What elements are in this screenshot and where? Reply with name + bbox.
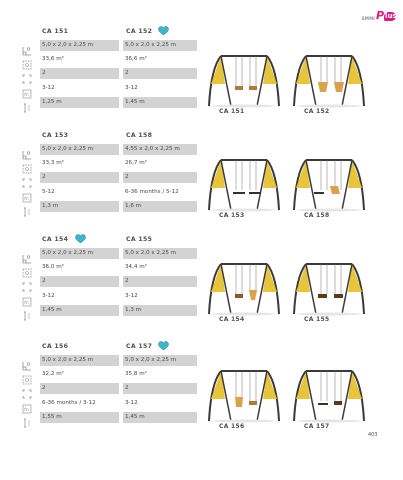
spec-value-right: 4,55 x 2,0 x 2,25 m bbox=[123, 144, 197, 155]
spec-value-left: 2 bbox=[40, 276, 119, 287]
spec-value-right: 5,0 x 2,0 x 2,25 m bbox=[123, 355, 197, 366]
spec-value-left: 33,3 m² bbox=[42, 160, 64, 167]
area-icon bbox=[22, 159, 32, 169]
dimensions-icon bbox=[22, 356, 32, 366]
swing-set-image bbox=[290, 152, 368, 212]
spec-row bbox=[22, 275, 202, 289]
spec-row bbox=[22, 411, 202, 425]
users-icon bbox=[22, 277, 32, 287]
swing-set-label: CA 153 bbox=[219, 212, 245, 219]
product-code: CA 152 bbox=[126, 28, 153, 35]
brand-suffix-badge: lus bbox=[385, 12, 397, 20]
spec-row bbox=[22, 186, 202, 200]
product-code: CA 155 bbox=[126, 236, 153, 243]
svg-text:fn: fn bbox=[24, 92, 29, 98]
spec-row bbox=[22, 368, 202, 382]
spec-value-left: 6-36 months / 3-12 bbox=[42, 399, 96, 406]
product-codes bbox=[42, 132, 212, 142]
brand-prefix: EMMI bbox=[362, 16, 375, 21]
spec-value-right: 2 bbox=[123, 172, 197, 183]
spec-value-right: 1,6 m bbox=[123, 201, 197, 212]
swing-set-label: CA 152 bbox=[304, 108, 330, 115]
product-codes bbox=[42, 236, 212, 246]
spec-value-left: 1,45 m bbox=[40, 305, 119, 316]
spec-value-left: 1,3 m bbox=[40, 201, 119, 212]
spec-table bbox=[22, 143, 202, 214]
spec-value-right: 2 bbox=[123, 383, 197, 394]
swing-set-label: CA 157 bbox=[304, 423, 330, 430]
spec-value-left: 5,0 x 2,0 x 2,25 m bbox=[40, 248, 119, 259]
product-code: CA 154 bbox=[42, 236, 69, 243]
spec-value-left: 5,0 x 2,0 x 2,25 m bbox=[40, 40, 119, 51]
spec-value-right: 5,0 x 2,0 x 2,25 m bbox=[123, 248, 197, 259]
spec-value-right: 1,45 m bbox=[123, 97, 197, 108]
heart-icon bbox=[158, 341, 169, 351]
swing-set-image bbox=[205, 48, 283, 108]
swing-set-image bbox=[290, 48, 368, 108]
swing-set-label: CA 151 bbox=[219, 108, 245, 115]
height-icon bbox=[22, 413, 32, 423]
spec-value-right: 3-12 bbox=[125, 292, 138, 299]
spec-row bbox=[22, 96, 202, 110]
product-section bbox=[0, 236, 403, 341]
spec-row bbox=[22, 382, 202, 396]
spec-row bbox=[22, 171, 202, 185]
dimensions-icon bbox=[22, 145, 32, 155]
spec-row bbox=[22, 247, 202, 261]
product-code: CA 157 bbox=[126, 343, 153, 350]
heart-icon bbox=[158, 26, 169, 36]
swing-set-image bbox=[205, 363, 283, 423]
spec-value-right: 26,7 m² bbox=[125, 160, 147, 167]
svg-text:fn: fn bbox=[24, 196, 29, 202]
product-code: CA 158 bbox=[126, 132, 153, 139]
swing-set-image bbox=[205, 152, 283, 212]
users-icon bbox=[22, 384, 32, 394]
spec-row bbox=[22, 200, 202, 214]
spec-row bbox=[22, 304, 202, 318]
spec-value-left: 5-12 bbox=[42, 188, 55, 195]
swing-set-label: CA 154 bbox=[219, 316, 245, 323]
spec-value-right: 1,3 m bbox=[123, 305, 197, 316]
swing-set-label: CA 155 bbox=[304, 316, 330, 323]
spec-value-left: 36,0 m² bbox=[42, 264, 64, 271]
spec-value-left: 2 bbox=[40, 68, 119, 79]
dimensions-icon bbox=[22, 249, 32, 259]
swing-set-label: CA 156 bbox=[219, 423, 245, 430]
spec-row bbox=[22, 261, 202, 275]
product-code: CA 156 bbox=[42, 343, 69, 350]
product-code: CA 153 bbox=[42, 132, 69, 139]
spec-value-left: 33,6 m² bbox=[42, 56, 64, 63]
swing-set-label: CA 158 bbox=[304, 212, 330, 219]
age-icon bbox=[22, 399, 32, 413]
height-icon bbox=[22, 306, 32, 316]
spec-value-left: 5,0 x 2,0 x 2,25 m bbox=[40, 144, 119, 155]
users-icon bbox=[22, 69, 32, 79]
spec-table bbox=[22, 354, 202, 425]
area-icon bbox=[22, 263, 32, 273]
area-icon bbox=[22, 55, 32, 65]
spec-row bbox=[22, 354, 202, 368]
page-number: 403 bbox=[368, 432, 378, 438]
age-icon bbox=[22, 188, 32, 202]
brand-p: P bbox=[375, 9, 385, 22]
spec-value-right: 3-12 bbox=[125, 399, 138, 406]
area-icon bbox=[22, 370, 32, 380]
spec-value-right: 2 bbox=[123, 68, 197, 79]
spec-value-left: 3-12 bbox=[42, 84, 55, 91]
spec-value-right: 34,4 m² bbox=[125, 264, 147, 271]
spec-value-right: 6-36 months / 5-12 bbox=[125, 188, 179, 195]
product-section bbox=[0, 343, 403, 448]
spec-table bbox=[22, 39, 202, 110]
product-codes bbox=[42, 28, 212, 38]
spec-row bbox=[22, 39, 202, 53]
swing-set-image bbox=[205, 256, 283, 316]
spec-row bbox=[22, 82, 202, 96]
spec-row bbox=[22, 290, 202, 304]
spec-row bbox=[22, 143, 202, 157]
spec-value-right: 3-12 bbox=[125, 84, 138, 91]
spec-table bbox=[22, 247, 202, 318]
product-code: CA 151 bbox=[42, 28, 69, 35]
spec-row bbox=[22, 67, 202, 81]
heart-icon bbox=[75, 234, 86, 244]
spec-value-left: 1,25 m bbox=[40, 97, 119, 108]
svg-text:fn: fn bbox=[24, 407, 29, 413]
age-icon bbox=[22, 292, 32, 306]
spec-row bbox=[22, 157, 202, 171]
spec-value-left: 1,55 m bbox=[40, 412, 119, 423]
spec-value-left: 2 bbox=[40, 172, 119, 183]
product-codes bbox=[42, 343, 212, 353]
height-icon bbox=[22, 98, 32, 108]
spec-value-right: 2 bbox=[123, 276, 197, 287]
spec-value-right: 5,0 x 2,0 x 2,25 m bbox=[123, 40, 197, 51]
product-section bbox=[0, 28, 403, 133]
product-section bbox=[0, 132, 403, 237]
spec-value-left: 3-12 bbox=[42, 292, 55, 299]
spec-value-right: 36,6 m² bbox=[125, 56, 147, 63]
spec-value-right: 1,45 m bbox=[123, 412, 197, 423]
spec-value-left: 32,2 m² bbox=[42, 371, 64, 378]
spec-value-left: 2 bbox=[40, 383, 119, 394]
age-icon bbox=[22, 84, 32, 98]
spec-value-right: 35,8 m² bbox=[125, 371, 147, 378]
svg-text:fn: fn bbox=[24, 300, 29, 306]
spec-row bbox=[22, 53, 202, 67]
spec-value-left: 5,0 x 2,0 x 2,25 m bbox=[40, 355, 119, 366]
spec-row bbox=[22, 397, 202, 411]
swing-set-image bbox=[290, 256, 368, 316]
height-icon bbox=[22, 202, 32, 212]
users-icon bbox=[22, 173, 32, 183]
swing-set-image bbox=[290, 363, 368, 423]
brand-logo bbox=[362, 7, 396, 21]
dimensions-icon bbox=[22, 41, 32, 51]
